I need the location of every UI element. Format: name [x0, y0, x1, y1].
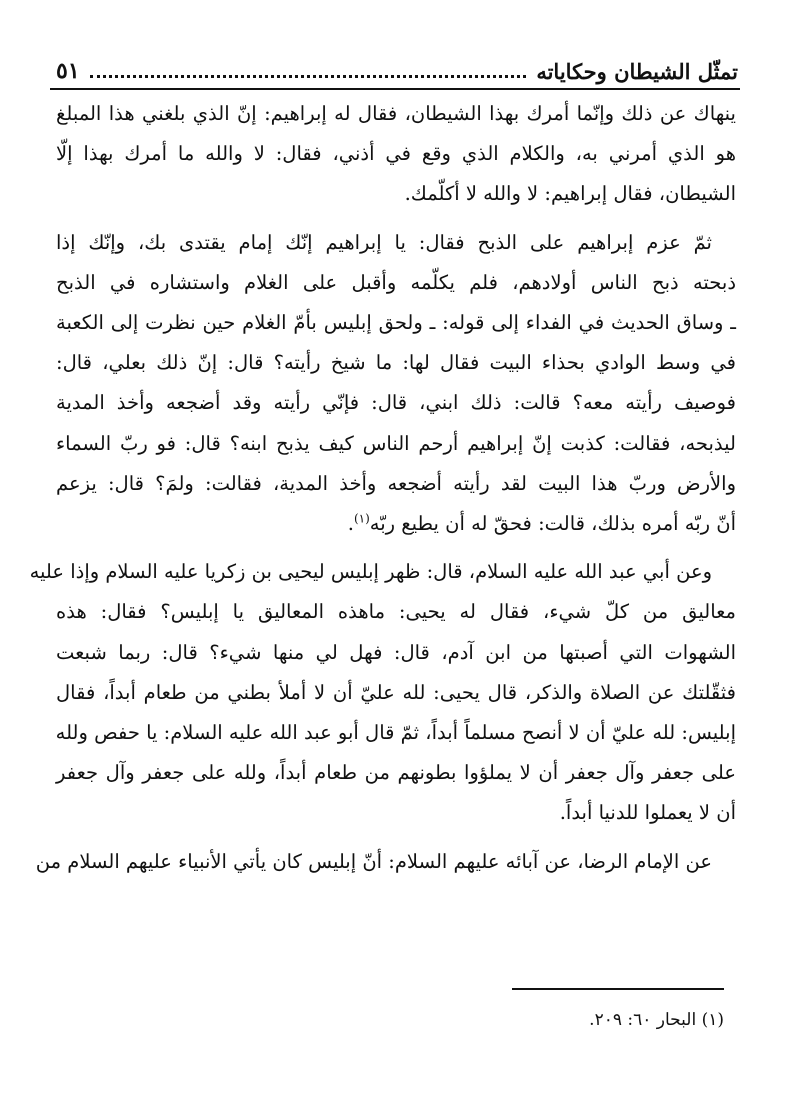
- text-line: ينهاك عن ذلك وإنّما أمرك بهذا الشيطان، فقال له إبراهيم: إنّ الذي بلغني هذا المبلغ: [56, 102, 736, 125]
- chapter-title: تمثّل الشيطان وحكاياته: [536, 59, 738, 84]
- body-text: [29, 94, 736, 890]
- text-line: هو الذي أمرني به، والكلام الذي وقع في أذني، فقال: لا والله ما أمرك بهذا إلّا: [56, 142, 736, 166]
- sentence-end: .: [347, 512, 354, 536]
- footnote-marker[interactable]: (١): [353, 511, 370, 526]
- paragraph-3: [29, 552, 736, 833]
- text-line: ذبحته ذبح الناس أولادهم، فلم يكلّمه وأقبل على الغلام واستشاره في الذبح: [56, 270, 736, 294]
- text-segment: أنّ ربّه أمره بذلك، قالت: فحقّ له أن يطيع ربّه: [369, 512, 736, 536]
- text-line: أن لا يعملوا للدنيا أبداً.: [559, 801, 736, 825]
- text-line: ـ وساق الحديث في الفداء إلى قوله: ـ ولحق إبليس بأمّ الغلام حين نظرت إلى الكعبة: [56, 311, 736, 335]
- dot-leader: [90, 75, 527, 78]
- header-rule: [50, 88, 740, 90]
- text-line: عن الإمام الرضا، عن آبائه عليهم السلام: أنّ إبليس كان يأتي الأنبياء عليهم السلام من: [35, 849, 712, 873]
- text-line: وعن أبي عبد الله عليه السلام، قال: ظهر إبليس ليحيى بن زكريا عليه السلام وإذا عليه: [29, 560, 712, 584]
- text-line: الشيطان، فقال إبراهيم: لا والله لا أكلّمك.: [404, 182, 736, 206]
- text-line: في وسط الوادي بحذاء البيت فقال لها: ما شيخ رأيته؟ قال: إنّ ذلك بعلي، قال:: [56, 351, 736, 375]
- text-line: الشهوات التي أصبتها من ابن آدم، قال: فهل لي منها شيء؟ قال: ربما شبعت: [56, 640, 736, 664]
- text-line: فثقّلتك عن الصلاة والذكر، قال يحيى: لله عليّ أن لا أملأ بطني من طعام أبداً، فقال: [56, 680, 736, 704]
- text-line: ثمّ عزم إبراهيم على الذبح فقال: يا إبراهيم إنّك إمام يقتدى بك، وإنّك إذا: [56, 230, 712, 254]
- running-header: [56, 44, 738, 84]
- page-number: ٥١: [56, 58, 80, 84]
- text-line: فوصيف رأيته معه؟ قالت: ذلك ابني، قال: فإنّي رأيته وقد أضجعه وأخذ المدية: [56, 391, 736, 415]
- paragraph-2: [56, 223, 736, 545]
- text-line: إبليس: لله عليّ أن لا أنصح مسلماً أبداً، ثمّ قال أبو عبد الله عليه السلام: يا حفص ولله: [55, 721, 736, 745]
- text-line: ليذبحه، فقالت: كذبت إنّ إبراهيم أرحم الناس كيف يذبح ابنه؟ قال: فو ربّ السماء: [56, 431, 736, 455]
- paragraph-4: [35, 842, 736, 882]
- text-line-with-footnote: [56, 504, 736, 544]
- footnote-rule: [512, 988, 724, 990]
- text-line: معاليق من كلّ شيء، فقال له يحيى: ماهذه المعاليق يا إبليس؟ فقال: هذه: [56, 600, 736, 624]
- paragraph-1: [56, 94, 736, 215]
- footnote: (١) البحار ٦٠: ٢٠٩.: [589, 1010, 724, 1030]
- text-line: والأرض وربّ هذا البيت لقد رأيته أضجعه وأخذ المدية، فقالت: ولمَ؟ قال: يزعم: [56, 471, 736, 495]
- text-line: على جعفر وآل جعفر أن لا يملؤوا بطونهم من طعام أبداً، ولله على جعفر وآل جعفر: [56, 761, 736, 785]
